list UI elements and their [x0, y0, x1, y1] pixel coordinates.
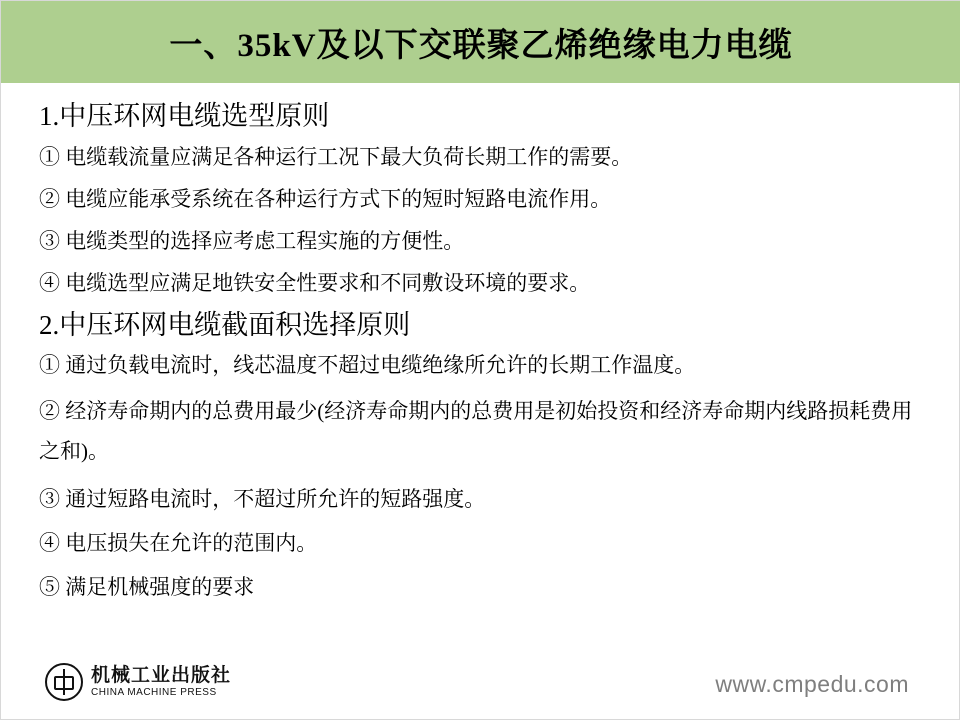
section-selection-principles [39, 99, 929, 300]
publisher-logo [45, 663, 231, 701]
bullet-item: ① 通过负载电流时，线芯温度不超过电缆绝缘所允许的长期工作温度。 [39, 353, 696, 378]
slide-content [39, 95, 929, 614]
bullet-item: ④ 电缆选型应满足地铁安全性要求和不同敷设环境的要求。 [39, 270, 591, 295]
section-heading: 2.中压环网电缆截面积选择原则 [39, 309, 411, 340]
publisher-name-cn: 机械工业出版社 [91, 665, 232, 687]
bullet-item: ③ 电缆类型的选择应考虑工程实施的方便性。 [39, 228, 465, 253]
press-logo-icon [45, 663, 83, 701]
bullet-item: ① 电缆载流量应满足各种运行工况下最大负荷长期工作的需要。 [39, 144, 633, 169]
section-cross-section-principles [39, 308, 929, 604]
bullet-item: ② 电缆应能承受系统在各种运行方式下的短时短路电流作用。 [39, 186, 612, 211]
bullet-item: ③ 通过短路电流时，不超过所允许的短路强度。 [39, 486, 486, 511]
bullet-item: ② 经济寿命期内的总费用最少(经济寿命期内的总费用是初始投资和经济寿命期内线路损耗费用之和)。 [39, 399, 913, 464]
slide-footer [1, 657, 960, 719]
page-title: 一、35kV及以下交联聚乙烯绝缘电力电缆 [169, 27, 793, 64]
section-heading: 1.中压环网电缆选型原则 [39, 101, 330, 131]
publisher-name-en: CHINA MACHINE PRESS [91, 686, 217, 698]
publisher-logo-text [91, 666, 231, 698]
bullet-item: ④ 电压损失在允许的范围内。 [39, 530, 318, 555]
slide-header-band [1, 1, 960, 83]
bullet-item: ⑤ 满足机械强度的要求 [39, 574, 255, 599]
website-url: www.cmpedu.com [715, 671, 909, 697]
